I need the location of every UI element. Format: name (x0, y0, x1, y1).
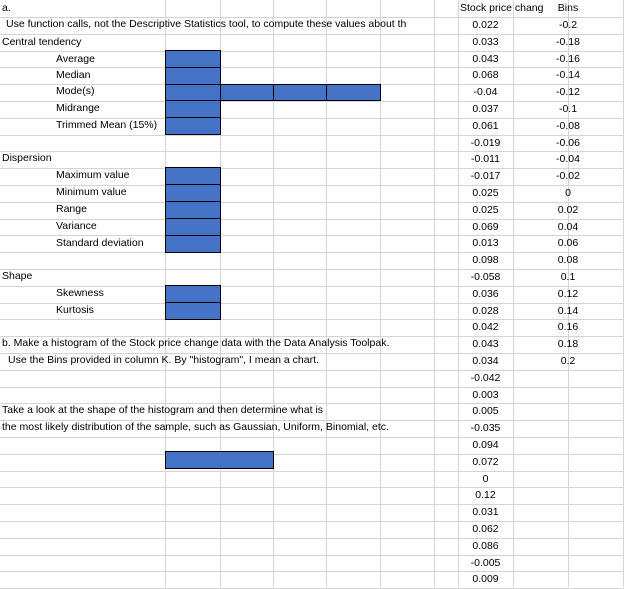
input-average[interactable] (165, 50, 221, 68)
input-midrange[interactable] (165, 100, 221, 118)
input-mode-4[interactable] (326, 84, 381, 101)
stock-price-cell[interactable]: 0.069 (472, 221, 499, 233)
part-a-instruction[interactable]: Use function calls, not the Descriptive Statistics tool, to compute these values about th (6, 18, 407, 30)
stock-price-cell[interactable]: -0.011 (471, 153, 500, 165)
col-gridline (434, 0, 435, 587)
stock-price-cell[interactable]: 0.043 (472, 338, 499, 350)
stock-price-cell[interactable]: 0.086 (472, 540, 499, 552)
stock-price-cell[interactable]: 0.061 (472, 120, 499, 132)
stock-price-cell[interactable]: 0.034 (472, 355, 499, 367)
input-range[interactable] (165, 201, 221, 219)
stock-price-cell[interactable]: 0.094 (472, 439, 499, 451)
stock-price-cell[interactable]: 0.022 (472, 19, 499, 31)
bin-cell[interactable]: 0.14 (557, 305, 579, 317)
row-gridline (0, 387, 624, 388)
bin-cell[interactable]: 0.06 (557, 237, 579, 249)
stock-price-cell[interactable]: 0.025 (472, 204, 499, 216)
part-b-line4[interactable]: the most likely distribution of the sample, such as Gaussian, Uniform, Binomial, etc. (2, 421, 389, 433)
label-median[interactable]: Median (56, 69, 91, 81)
stock-price-cell[interactable]: -0.042 (470, 372, 501, 384)
bin-cell[interactable]: 0.04 (557, 221, 579, 233)
row-gridline (0, 521, 624, 522)
bin-cell[interactable]: -0.12 (556, 86, 580, 98)
bin-cell[interactable]: -0.1 (558, 103, 578, 115)
label-std-dev[interactable]: Standard deviation (56, 237, 144, 249)
input-std-dev[interactable] (165, 235, 221, 253)
stock-price-cell[interactable]: 0.042 (472, 321, 499, 333)
bin-cell[interactable]: 0.02 (557, 204, 579, 216)
stock-price-cell[interactable]: 0.003 (472, 389, 499, 401)
stock-price-cell[interactable]: 0 (482, 473, 489, 485)
label-average[interactable]: Average (56, 53, 95, 65)
shape-heading[interactable]: Shape (2, 270, 33, 282)
row-gridline (0, 471, 624, 472)
row-gridline (0, 437, 624, 438)
label-minimum[interactable]: Minimum value (56, 186, 127, 198)
bin-cell[interactable]: -0.08 (556, 120, 580, 132)
input-distribution-answer[interactable] (165, 451, 274, 469)
label-maximum[interactable]: Maximum value (56, 169, 130, 181)
bin-cell[interactable]: -0.14 (556, 69, 580, 81)
label-skewness[interactable]: Skewness (56, 287, 104, 299)
central-tendency-heading[interactable]: Central tendency (2, 36, 82, 48)
label-range[interactable]: Range (56, 203, 87, 215)
stock-price-cell[interactable]: -0.035 (470, 422, 501, 434)
stock-price-cell[interactable]: -0.04 (473, 86, 498, 98)
input-mode-1[interactable] (165, 84, 221, 101)
input-maximum[interactable] (165, 167, 221, 185)
bin-cell[interactable]: -0.16 (556, 53, 580, 65)
label-midrange[interactable]: Midrange (56, 102, 100, 114)
stock-price-cell[interactable]: 0.068 (472, 69, 499, 81)
row-gridline (0, 454, 624, 455)
part-b-line1[interactable]: b. Make a histogram of the Stock price change data with the Data Analysis Toolpak. (2, 337, 390, 349)
input-skewness[interactable] (165, 285, 221, 303)
row-gridline (0, 555, 624, 556)
stock-price-cell[interactable]: 0.009 (472, 573, 499, 585)
row-gridline (0, 538, 624, 539)
stock-price-cell[interactable]: 0.098 (472, 254, 499, 266)
bin-cell[interactable]: 0.1 (560, 271, 576, 283)
stock-price-header[interactable]: Stock price chang (460, 2, 544, 14)
stock-price-cell[interactable]: 0.028 (472, 305, 499, 317)
input-mode-3[interactable] (273, 84, 327, 101)
stock-price-cell[interactable]: 0.005 (472, 405, 499, 417)
label-variance[interactable]: Variance (56, 220, 97, 232)
bin-cell[interactable]: 0.16 (557, 321, 579, 333)
stock-price-cell[interactable]: 0.062 (472, 523, 499, 535)
bin-cell[interactable]: 0.18 (557, 338, 579, 350)
stock-price-cell[interactable]: 0.043 (472, 53, 499, 65)
label-kurtosis[interactable]: Kurtosis (56, 304, 94, 316)
label-mode[interactable]: Mode(s) (56, 85, 95, 97)
input-mode-2[interactable] (220, 84, 274, 101)
bin-cell[interactable]: 0.08 (557, 254, 579, 266)
row-gridline (0, 504, 624, 505)
bin-cell[interactable]: -0.04 (556, 153, 580, 165)
input-median[interactable] (165, 67, 221, 85)
part-a-label[interactable]: a. (2, 2, 11, 14)
part-b-line3[interactable]: Take a look at the shape of the histogram and then determine what is (2, 404, 324, 416)
label-trimmed-mean[interactable]: Trimmed Mean (15%) (56, 119, 158, 131)
bin-cell[interactable]: 0.12 (557, 288, 579, 300)
stock-price-cell[interactable]: 0.031 (472, 506, 499, 518)
stock-price-cell[interactable]: -0.017 (470, 170, 501, 182)
stock-price-cell[interactable]: -0.058 (470, 271, 501, 283)
stock-price-cell[interactable]: 0.036 (472, 288, 499, 300)
row-gridline (0, 571, 624, 572)
stock-price-cell[interactable]: -0.019 (470, 137, 501, 149)
dispersion-heading[interactable]: Dispersion (2, 152, 52, 164)
stock-price-cell[interactable]: 0.072 (472, 456, 499, 468)
stock-price-cell[interactable]: 0.033 (472, 36, 499, 48)
bin-cell[interactable]: -0.18 (556, 36, 580, 48)
bins-header[interactable]: Bins (557, 2, 579, 14)
stock-price-cell[interactable]: 0.12 (475, 489, 496, 501)
input-trimmed-mean[interactable] (165, 117, 221, 135)
bin-cell[interactable]: 0 (565, 187, 571, 199)
bin-cell[interactable]: -0.06 (556, 137, 580, 149)
stock-price-cell[interactable]: 0.037 (472, 103, 499, 115)
row-gridline (0, 370, 624, 371)
input-minimum[interactable] (165, 184, 221, 202)
bin-cell[interactable]: -0.02 (556, 170, 580, 182)
bin-cell[interactable]: -0.2 (558, 19, 578, 31)
row-gridline (0, 487, 624, 488)
stock-price-cell[interactable]: 0.013 (472, 237, 499, 249)
stock-price-cell[interactable]: -0.005 (470, 557, 501, 569)
input-variance[interactable] (165, 218, 221, 236)
stock-price-cell[interactable]: 0.025 (472, 187, 499, 199)
part-b-line2[interactable]: Use the Bins provided in column K. By "histogram", I mean a chart. (8, 354, 319, 366)
input-kurtosis[interactable] (165, 302, 221, 320)
bin-cell[interactable]: 0.2 (560, 355, 576, 367)
